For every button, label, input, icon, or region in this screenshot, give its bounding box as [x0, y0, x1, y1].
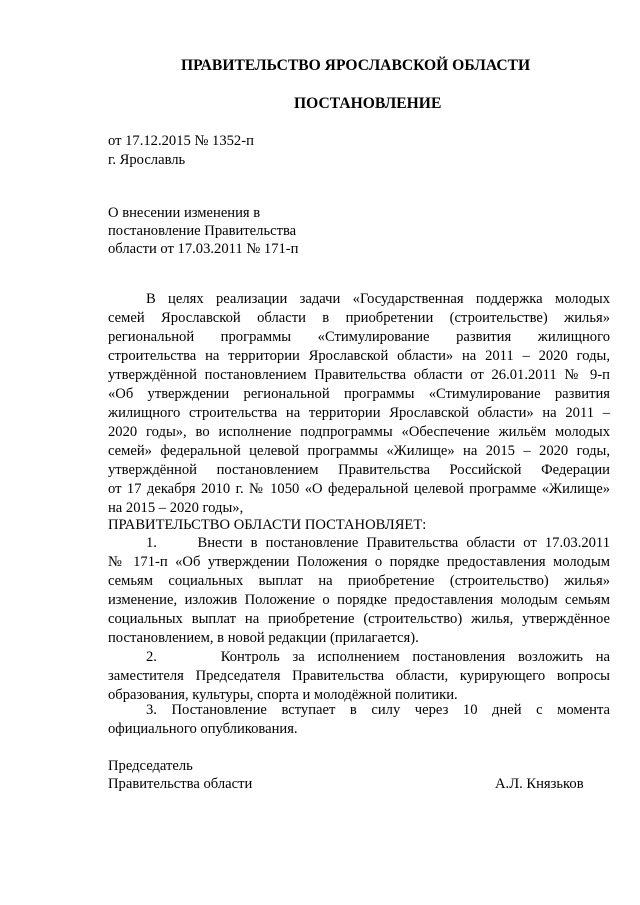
item-1-line: 1. Внести в постановление Правительства области от 17.03.2011 [146, 535, 610, 551]
item-1-line: социальных выплат на приобретение (строительство) жилья, утверждённое [108, 611, 610, 627]
preamble-line: В целях реализации задачи «Государственная поддержка молодых [146, 291, 610, 307]
preamble-line: утверждённой постановлением Правительства области от 26.01.2011 № 9-п [108, 367, 610, 383]
item-2-line: заместителя Председателя Правительства области, курирующего вопросы [108, 668, 610, 684]
preamble-line: жилищного строительства на территории Ярославской области» на 2011 – [108, 405, 610, 421]
subject-line: области от 17.03.2011 № 171-п [108, 241, 299, 257]
signatory-name: А.Л. Князьков [495, 776, 584, 792]
item-2-line: образования, культуры, спорта и молодёжной политики. [108, 687, 458, 703]
item-1-line: изменение, изложив Положение о порядке предоставления молодым семьям [108, 592, 610, 608]
item-2-line: 2. Контроль за исполнением постановления возложить на [146, 649, 610, 665]
subject-line: постановление Правительства [108, 223, 297, 239]
document-type-title: ПОСТАНОВЛЕНИЕ [294, 95, 442, 112]
item-1-line: семьям социальных выплат на приобретение (строительство) жилья» [108, 573, 610, 589]
city: г. Ярославль [108, 152, 186, 168]
preamble-line: региональной программы «Стимулирование развития жилищного [108, 329, 610, 345]
preamble-line: строительства на территории Ярославской области» на 2011 – 2020 годы, [108, 348, 610, 364]
item-1-line: № 171-п «Об утверждении Положения о порядке предоставления молодым [108, 554, 610, 570]
resolves-heading: ПРАВИТЕЛЬСТВО ОБЛАСТИ ПОСТАНОВЛЯЕТ: [108, 517, 427, 533]
government-title: ПРАВИТЕЛЬСТВО ЯРОСЛАВСКОЙ ОБЛАСТИ [181, 57, 531, 74]
preamble-line: 2020 годы», во исполнение подпрограммы «Обеспечение жильём молодых [108, 424, 610, 440]
subject-line: О внесении изменения в [108, 205, 261, 221]
preamble-line: от 17 декабря 2010 г. № 1050 «О федеральной целевой программе «Жилище» [108, 481, 610, 497]
item-1-line: постановлением, в новой редакции (прилагается). [108, 630, 419, 646]
signatory-position: Правительства области [108, 776, 253, 792]
item-3-line: официального опубликования. [108, 721, 298, 737]
date-number: от 17.12.2015 № 1352-п [108, 133, 254, 149]
preamble-line: на 2015 – 2020 годы», [108, 500, 244, 516]
signatory-position: Председатель [108, 758, 193, 774]
preamble-line: семей Ярославской области в приобретении (строительстве) жилья» [108, 310, 610, 326]
preamble-line: «Об утверждении региональной программы «Стимулирование развития [108, 386, 610, 402]
preamble-line: утверждённой постановлением Правительства Российской Федерации [108, 462, 610, 478]
item-3-line: 3. Постановление вступает в силу через 10 дней с момента [146, 702, 610, 718]
preamble-line: семей» федеральной целевой программы «Жилище» на 2015 – 2020 годы, [108, 443, 610, 459]
